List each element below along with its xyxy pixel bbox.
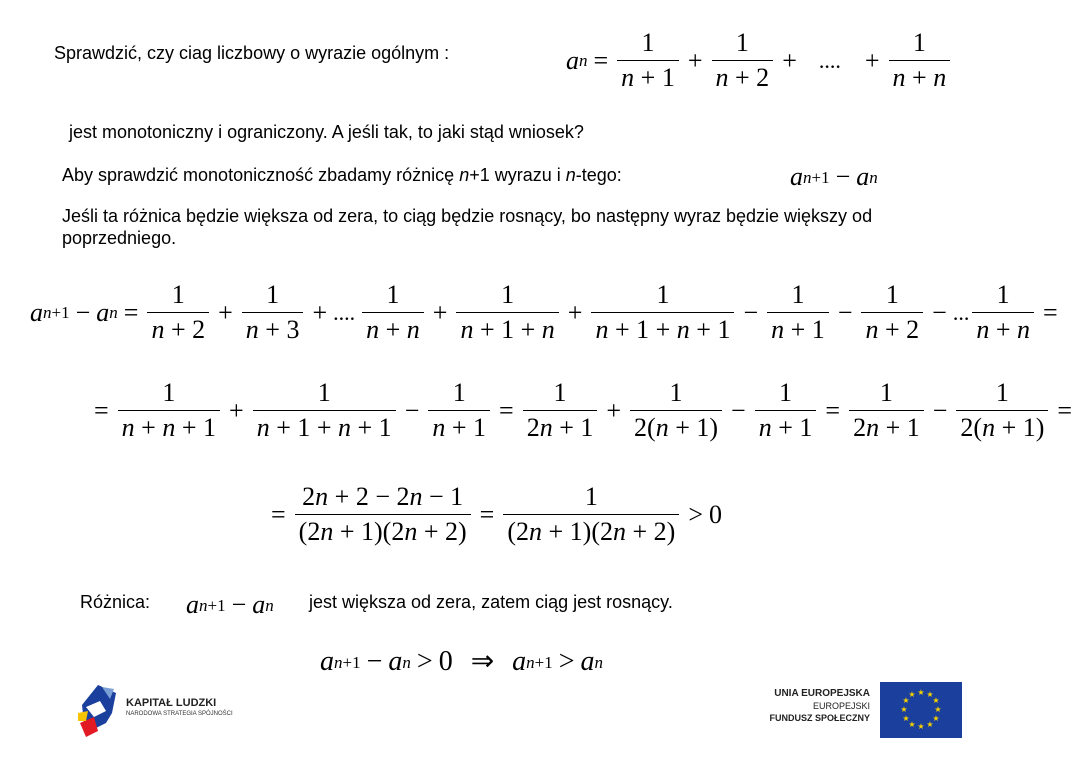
svg-text:★: ★ (908, 720, 916, 729)
eu-flag-icon (880, 682, 962, 738)
intro-line-3: Aby sprawdzić monotoniczność zbadamy różnicę n+1 wyrazu i n-tego: (62, 165, 622, 185)
difference-formula: a n+1 − a n (790, 162, 878, 191)
kapital-ludzki-emblem-icon (76, 683, 122, 741)
general-term-formula: a n = $\frac{1}{n + 1}$ + $\frac{1}{n + 2}$ + .... + $\frac{1}{n + n}$ (566, 30, 953, 91)
equation-row-2: = $\frac{1}{n + n + 1}$ + $\frac{1}{n + 1 + n + 1}$ − $\frac{1}{n + 1}$ = $\frac{1}{2n + 1}$ + $\frac{1}{2(n + 1)}$ − $\frac{1}{n + 1}$ = $\frac{1}{2n + 1}$ − $\frac{1}{2(n + 1)}$ = (94, 378, 1073, 442)
ue-line-1: UNIA EUROPEJSKA (774, 688, 870, 699)
svg-text:★: ★ (917, 688, 925, 697)
equation-row-3: = $\frac{2n + 2 - 2n - 1}{(2n + 1)(2n + 2)}$ = $\frac{1}{(2n + 1)(2n + 2)}$ > 0 (271, 482, 722, 546)
svg-text:★: ★ (902, 696, 910, 705)
conclusion-difference: a n+1 − a n (186, 590, 274, 619)
kl-title: KAPITAŁ LUDZKI (126, 697, 217, 709)
svg-text:★: ★ (926, 690, 934, 699)
conclusion-label: Różnica: (80, 592, 151, 612)
svg-text:★: ★ (926, 720, 934, 729)
svg-text:★: ★ (934, 705, 942, 714)
svg-text:★: ★ (900, 705, 908, 714)
svg-text:★: ★ (902, 714, 910, 723)
unia-europejska-logo (756, 682, 966, 740)
intro-line-2: jest monotoniczny i ograniczony. A jeśli tak, to jaki stąd wniosek? (69, 122, 584, 142)
final-implication: a n+1 − a n > 0 ⇒ a n+1 > a n (320, 646, 604, 677)
svg-text:★: ★ (932, 714, 940, 723)
svg-text:★: ★ (908, 690, 916, 699)
svg-text:★: ★ (932, 696, 940, 705)
kapital-ludzki-logo (76, 683, 276, 743)
equation-row-1: a n+1 − a n = $\frac{1}{n + 2}$ + $\frac{1}{n + 3}$ + .... $\frac{1}{n + n}$ + $\frac{1}{n + 1 + n}$ + $\frac{1}{n + 1 + n + 1}$ − $\frac{1}{n + 1}$ − $\frac{1}{n + 2}$ − ... $\frac{1}{n + n}$ = (30, 280, 1058, 344)
conclusion-text: jest większa od zera, zatem ciąg jest rosnący. (309, 592, 673, 612)
intro-line-1: Sprawdzić, czy ciag liczbowy o wyrazie ogólnym : (54, 43, 450, 63)
kl-subtitle: NARODOWA STRATEGIA SPÓJNOŚCI (126, 711, 233, 717)
intro-line-4: Jeśli ta różnica będzie większa od zera, to ciąg będzie rosnący, bo następny wyraz będzie większy od poprzedniego. (62, 206, 873, 248)
svg-text:★: ★ (917, 722, 925, 731)
ue-line-2: EUROPEJSKI (812, 701, 870, 711)
ue-line-3: FUNDUSZ SPOŁECZNY (769, 713, 870, 723)
